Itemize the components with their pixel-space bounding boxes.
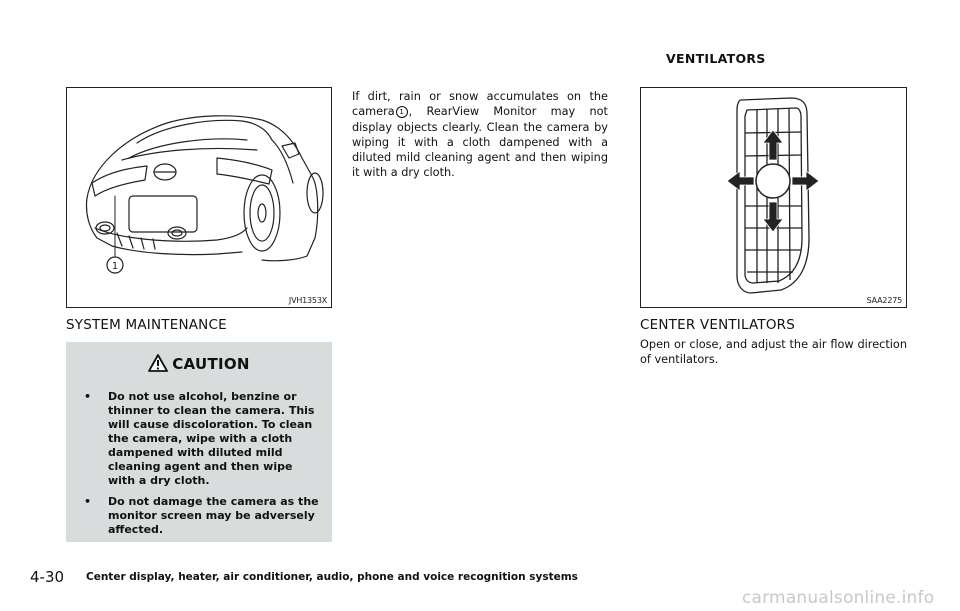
page-number: 4-30 (30, 568, 65, 586)
section-title-center-ventilators: CENTER VENTILATORS (640, 317, 796, 333)
callout-number: 1 (111, 261, 119, 272)
section-title-system-maintenance: SYSTEM MAINTENANCE (66, 317, 227, 333)
ventilator-illustration (641, 88, 906, 307)
ventilator-paragraph: Open or close, and adjust the air flow direction of ventilators. (640, 338, 907, 367)
callout-1-icon: 1 (396, 106, 408, 118)
warning-icon (148, 354, 168, 372)
caution-heading: CAUTION (66, 354, 332, 373)
caution-item: • Do not damage the camera as the monitor screen may be adversely affected. (84, 495, 319, 536)
chapter-title: Center display, heater, air conditioner, audio, phone and voice recognition systems (86, 571, 578, 583)
caution-list (80, 390, 322, 544)
page-header-title: VENTILATORS (666, 51, 766, 66)
camera-cleaning-paragraph: If dirt, rain or snow accumulates on the camera 1 , RearView Monitor may not display objects clearly. Clean the camera by wiping it with a cloth dampened with a diluted mild cleaning agent and then wiping it with a dry cloth. (352, 90, 608, 180)
car-rear-figure (66, 87, 332, 308)
watermark: carmanualsonline.info (742, 588, 935, 608)
car-rear-illustration (67, 88, 331, 307)
figure-code: SAA2275 (866, 296, 902, 305)
caution-box (66, 342, 332, 542)
caution-item: • Do not use alcohol, benzine or thinner to clean the camera. This will cause discoloration. To clean the camera, wipe with a cloth dampened with diluted mild cleaning agent and then wipe with a dry cloth. (84, 390, 315, 487)
figure-code: JVH1353X (288, 296, 327, 305)
ventilator-figure (640, 87, 907, 308)
